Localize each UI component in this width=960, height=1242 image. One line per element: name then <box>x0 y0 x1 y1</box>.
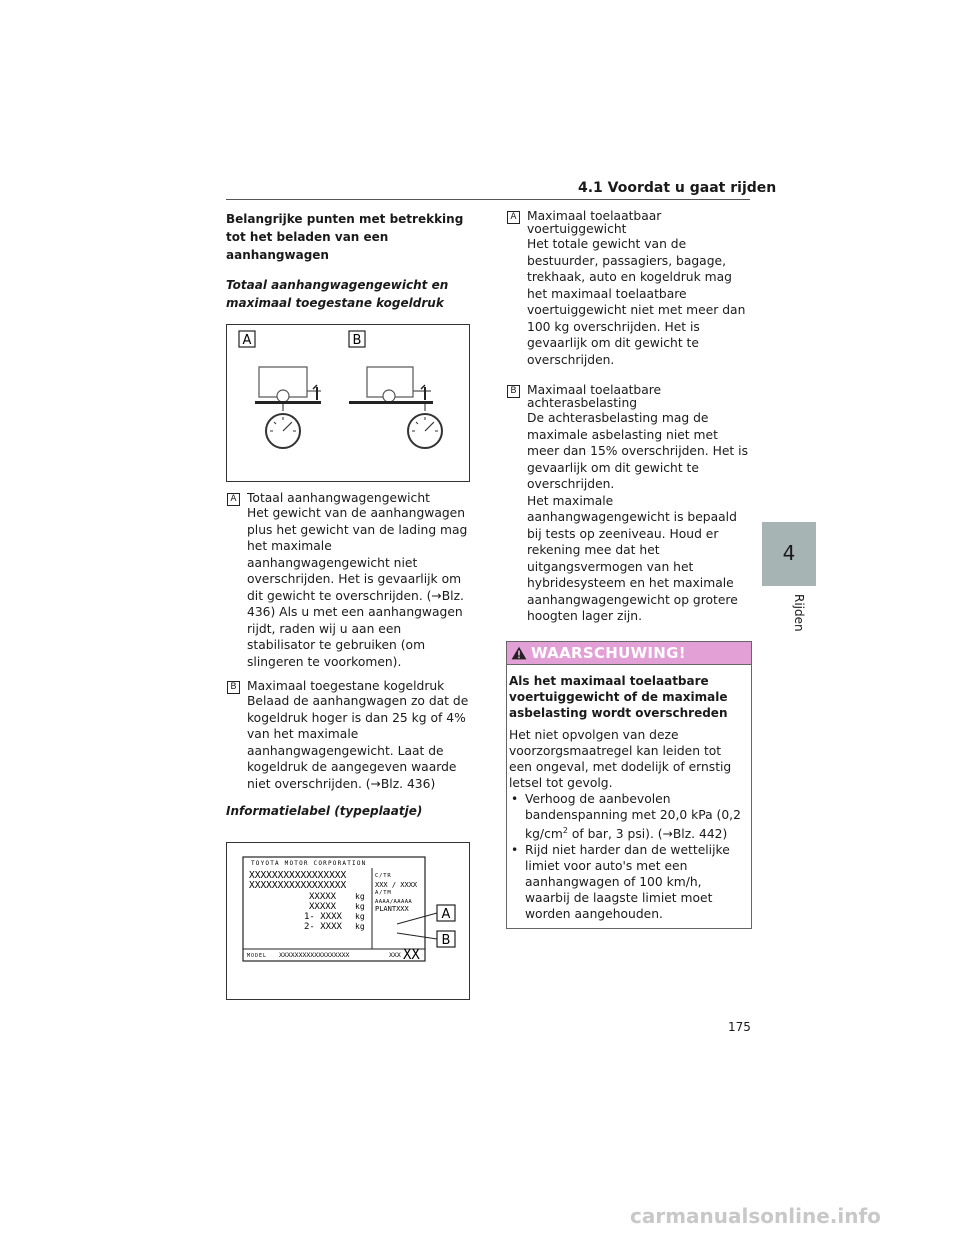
warning-title: WAARSCHUWING! <box>531 643 686 662</box>
plate-xxx: XXX / XXXX <box>375 881 418 889</box>
section-title: 4.1 Voordat u gaat rijden <box>578 180 777 196</box>
header-divider <box>226 199 750 200</box>
trailer-a-icon <box>255 367 321 404</box>
figure-badge-b: B <box>352 333 362 348</box>
item-badge: A <box>227 493 240 506</box>
loading-heading: Belangrijke punten met betrekking tot het beladen van een aanhangwagen <box>226 212 464 262</box>
item-body: Het gewicht van de aanhangwagen plus het gewicht van de lading mag het maximale aanhangwagengewicht niet overschrijden. Het is gevaarlijk om dit gewicht te overschrijden. (→Blz. 436) Als u met een aanhangwagen rijdt, raden wij u aan een stabilisator te gebruiken (om slingeren te voorkomen). <box>247 506 468 669</box>
chapter-number: 4 <box>782 541 796 565</box>
plate-plant: PLANTXXX <box>375 905 409 913</box>
plate-weight3: 1- XXXX <box>304 912 342 922</box>
info-label-figure <box>226 842 470 1000</box>
trailer-weight-figure <box>226 324 470 482</box>
plate-weight4: 2- XXXX <box>304 922 342 932</box>
warning-subtitle: Als het maximaal toelaatbare voertuiggewicht of de maximale asbelasting wordt overschreden <box>509 673 728 720</box>
item-badge: B <box>507 385 520 398</box>
scale-b-icon <box>408 404 442 448</box>
watermark: carmanualsonline.info <box>630 1204 881 1228</box>
plate-weight1: XXXXX <box>309 892 337 902</box>
plate-kg4: kg <box>355 922 365 931</box>
warning-text: Het niet opvolgen van deze voorzorgsmaatregel kan leiden tot een ongeval, met dodelijk of ernstig letsel tot gevolg. <box>509 727 732 790</box>
plate-weight2: XXXXX <box>309 902 337 912</box>
plate-kg2: kg <box>355 902 365 911</box>
plate-aaaa: AAAA/AAAAA <box>375 899 413 905</box>
type-plate-illustration <box>227 843 469 999</box>
bullet-text: of bar, 3 psi). (→Blz. 442) <box>567 826 728 841</box>
callout-badge-a: A <box>441 907 451 922</box>
right-column <box>506 210 752 929</box>
plate-row1: XXXXXXXXXXXXXXXXX <box>249 870 347 881</box>
left-column <box>226 210 472 1000</box>
warning-icon <box>511 646 527 660</box>
plate-model-label: MODEL <box>247 953 268 959</box>
plate-xxx2: XXX <box>389 951 401 959</box>
plate-kg3: kg <box>355 912 365 921</box>
info-label-subheading: Informatielabel (typeplaatje) <box>226 804 423 818</box>
item-title: Maximaal toelaatbare achterasbelasting <box>527 383 662 410</box>
warning-bullet-pressure <box>509 791 747 842</box>
item-total-trailer-weight <box>226 492 472 670</box>
item-max-ball-weight <box>226 680 472 792</box>
item-title: Totaal aanhangwagengewicht <box>247 491 430 505</box>
item-body: De achterasbelasting mag de maximale asbelasting niet met meer dan 15% overschrijden. Het is gevaarlijk om dit gewicht te overschrijden. <box>527 411 748 491</box>
trailer-b-icon <box>349 367 433 404</box>
item-body: Belaad de aanhangwagen zo dat de kogeldruk hoger is dan 25 kg of 4% van het maximale aanhangwagengewicht. Laat de kogeldruk de aangegeven waarde niet overschrijden. (→Blz. 436) <box>247 694 469 791</box>
item-max-rear-axle-load <box>506 384 752 625</box>
plate-kg1: kg <box>355 892 365 901</box>
plate-ctr: C/TR <box>375 873 392 879</box>
plate-row2: XXXXXXXXXXXXXXXXX <box>249 880 347 891</box>
trailer-scales-illustration <box>227 325 469 481</box>
scale-a-icon <box>266 404 300 448</box>
plate-atm: A/TM <box>375 890 392 896</box>
warning-box <box>506 641 752 929</box>
figure-badge-a: A <box>242 333 252 348</box>
plate-model-value: XXXXXXXXXXXXXXXXXX <box>279 951 350 959</box>
total-weight-subheading: Totaal aanhangwagengewicht en maximaal toegestane kogeldruk <box>226 278 449 310</box>
page-number: 175 <box>728 1020 751 1034</box>
warning-body <box>507 665 751 928</box>
plate-maker: TOYOTA MOTOR CORPORATION <box>251 860 367 867</box>
item-badge: A <box>507 211 520 224</box>
warning-bullet-speed: • Rijd niet harder dan de wettelijke limiet voor auto's met een aanhangwagen of 100 km/h, waarbij de laagste limiet moet worden aangehouden. <box>509 842 747 922</box>
callout-badge-b: B <box>441 933 451 948</box>
item-title: Maximaal toelaatbaar voertuiggewicht <box>527 209 662 236</box>
chapter-label: Rijden <box>792 594 806 632</box>
warning-header <box>507 642 751 665</box>
item-max-vehicle-weight <box>506 210 752 368</box>
item-badge: B <box>227 681 240 694</box>
bullet-text: Verhoog de aanbevolen bandenspanning met 20,0 kPa (0,2 kg/cm <box>525 791 741 841</box>
item-body: Het maximale aanhangwagengewicht is bepaald bij tests op zeeniveau. Houd er rekening mee dat het uitgangsvermogen van het hybridesysteem en het maximale aanhangwagengewicht op grotere hoogten lager zijn. <box>527 493 738 623</box>
plate-xx: XX <box>403 947 420 963</box>
bullet-superscript: 2 <box>562 825 568 835</box>
item-body: Het totale gewicht van de bestuurder, passagiers, bagage, trekhaak, auto en kogeldruk mag het maximaal toelaatbare voertuiggewicht niet met meer dan 100 kg overschrijden. Het is gevaarlijk om dit gewicht te overschrijden. <box>527 237 746 367</box>
item-title: Maximaal toegestane kogeldruk <box>247 679 445 693</box>
